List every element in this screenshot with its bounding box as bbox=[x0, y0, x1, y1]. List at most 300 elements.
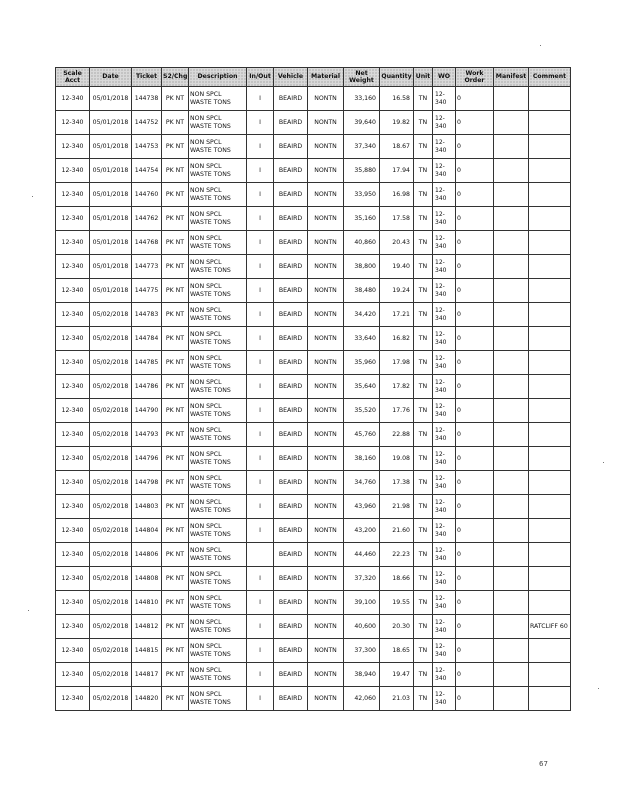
cell-scale-acct: 12-340 bbox=[56, 423, 90, 447]
cell-material: NONTN bbox=[308, 615, 344, 639]
cell-description: NON SPCL WASTE TONS bbox=[189, 279, 247, 303]
cell-quantity: 19.40 bbox=[380, 255, 414, 279]
cell-vehicle: BEAIRD bbox=[274, 231, 308, 255]
cell-net-weight: 40,860 bbox=[344, 231, 380, 255]
cell-description: NON SPCL WASTE TONS bbox=[189, 543, 247, 567]
cell-s2-chg: PK NT bbox=[162, 303, 189, 327]
table-row bbox=[56, 663, 571, 687]
cell-quantity: 22.88 bbox=[380, 423, 414, 447]
column-header-vehicle: Vehicle bbox=[274, 68, 308, 87]
cell-wo: 12-340 bbox=[433, 519, 456, 543]
cell-wo: 12-340 bbox=[433, 183, 456, 207]
cell-vehicle: BEAIRD bbox=[274, 87, 308, 111]
cell-vehicle: BEAIRD bbox=[274, 471, 308, 495]
table-row bbox=[56, 303, 571, 327]
table-row bbox=[56, 567, 571, 591]
cell-manifest bbox=[494, 543, 529, 567]
cell-work-order: 0 bbox=[456, 399, 494, 423]
cell-vehicle: BEAIRD bbox=[274, 567, 308, 591]
cell-in-out: I bbox=[247, 567, 274, 591]
cell-work-order: 0 bbox=[456, 207, 494, 231]
cell-unit: TN bbox=[414, 303, 433, 327]
cell-net-weight: 34,760 bbox=[344, 471, 380, 495]
table-row bbox=[56, 375, 571, 399]
cell-manifest bbox=[494, 447, 529, 471]
cell-manifest bbox=[494, 519, 529, 543]
cell-vehicle: BEAIRD bbox=[274, 303, 308, 327]
cell-in-out: I bbox=[247, 279, 274, 303]
cell-wo: 12-340 bbox=[433, 111, 456, 135]
cell-wo: 12-340 bbox=[433, 447, 456, 471]
cell-scale-acct: 12-340 bbox=[56, 159, 90, 183]
cell-scale-acct: 12-340 bbox=[56, 111, 90, 135]
cell-comment bbox=[529, 519, 571, 543]
cell-vehicle: BEAIRD bbox=[274, 519, 308, 543]
cell-material: NONTN bbox=[308, 519, 344, 543]
cell-in-out: I bbox=[247, 615, 274, 639]
cell-manifest bbox=[494, 399, 529, 423]
cell-net-weight: 43,200 bbox=[344, 519, 380, 543]
cell-in-out: I bbox=[247, 111, 274, 135]
cell-comment bbox=[529, 207, 571, 231]
cell-work-order: 0 bbox=[456, 375, 494, 399]
cell-material: NONTN bbox=[308, 495, 344, 519]
cell-quantity: 22.23 bbox=[380, 543, 414, 567]
cell-material: NONTN bbox=[308, 279, 344, 303]
cell-material: NONTN bbox=[308, 111, 344, 135]
cell-net-weight: 39,100 bbox=[344, 591, 380, 615]
cell-quantity: 19.55 bbox=[380, 591, 414, 615]
cell-manifest bbox=[494, 87, 529, 111]
cell-ticket: 144806 bbox=[132, 543, 162, 567]
cell-description: NON SPCL WASTE TONS bbox=[189, 351, 247, 375]
cell-s2-chg: PK NT bbox=[162, 423, 189, 447]
cell-scale-acct: 12-340 bbox=[56, 615, 90, 639]
cell-vehicle: BEAIRD bbox=[274, 495, 308, 519]
cell-work-order: 0 bbox=[456, 279, 494, 303]
cell-work-order: 0 bbox=[456, 303, 494, 327]
cell-in-out bbox=[247, 543, 274, 567]
cell-net-weight: 38,800 bbox=[344, 255, 380, 279]
cell-description: NON SPCL WASTE TONS bbox=[189, 303, 247, 327]
cell-s2-chg: PK NT bbox=[162, 375, 189, 399]
cell-description: NON SPCL WASTE TONS bbox=[189, 327, 247, 351]
cell-in-out: I bbox=[247, 135, 274, 159]
cell-scale-acct: 12-340 bbox=[56, 375, 90, 399]
cell-description: NON SPCL WASTE TONS bbox=[189, 615, 247, 639]
cell-s2-chg: PK NT bbox=[162, 159, 189, 183]
cell-quantity: 17.98 bbox=[380, 351, 414, 375]
cell-ticket: 144773 bbox=[132, 255, 162, 279]
column-header-s2-chg: S2/Chg bbox=[162, 68, 189, 87]
cell-vehicle: BEAIRD bbox=[274, 207, 308, 231]
cell-net-weight: 38,940 bbox=[344, 663, 380, 687]
cell-comment: RATCLIFF 60 bbox=[529, 615, 571, 639]
cell-wo: 12-340 bbox=[433, 495, 456, 519]
cell-unit: TN bbox=[414, 447, 433, 471]
column-header-manifest: Manifest bbox=[494, 68, 529, 87]
cell-material: NONTN bbox=[308, 687, 344, 711]
cell-comment bbox=[529, 87, 571, 111]
cell-description: NON SPCL WASTE TONS bbox=[189, 255, 247, 279]
cell-scale-acct: 12-340 bbox=[56, 351, 90, 375]
cell-date: 05/02/2018 bbox=[90, 615, 132, 639]
cell-in-out: I bbox=[247, 327, 274, 351]
cell-date: 05/01/2018 bbox=[90, 87, 132, 111]
cell-in-out: I bbox=[247, 159, 274, 183]
cell-vehicle: BEAIRD bbox=[274, 183, 308, 207]
table-row bbox=[56, 159, 571, 183]
column-header-ticket: Ticket bbox=[132, 68, 162, 87]
cell-work-order: 0 bbox=[456, 543, 494, 567]
cell-date: 05/02/2018 bbox=[90, 375, 132, 399]
cell-manifest bbox=[494, 231, 529, 255]
cell-wo: 12-340 bbox=[433, 255, 456, 279]
cell-in-out: I bbox=[247, 447, 274, 471]
cell-s2-chg: PK NT bbox=[162, 663, 189, 687]
cell-comment bbox=[529, 279, 571, 303]
cell-date: 05/01/2018 bbox=[90, 135, 132, 159]
cell-wo: 12-340 bbox=[433, 279, 456, 303]
cell-quantity: 18.65 bbox=[380, 639, 414, 663]
cell-comment bbox=[529, 495, 571, 519]
cell-material: NONTN bbox=[308, 471, 344, 495]
column-header-in-out: In/Out bbox=[247, 68, 274, 87]
cell-quantity: 19.82 bbox=[380, 111, 414, 135]
cell-scale-acct: 12-340 bbox=[56, 87, 90, 111]
cell-quantity: 16.98 bbox=[380, 183, 414, 207]
cell-quantity: 21.03 bbox=[380, 687, 414, 711]
cell-wo: 12-340 bbox=[433, 303, 456, 327]
table-row bbox=[56, 183, 571, 207]
cell-s2-chg: PK NT bbox=[162, 87, 189, 111]
cell-ticket: 144796 bbox=[132, 447, 162, 471]
cell-work-order: 0 bbox=[456, 519, 494, 543]
cell-in-out: I bbox=[247, 591, 274, 615]
cell-description: NON SPCL WASTE TONS bbox=[189, 687, 247, 711]
cell-ticket: 144798 bbox=[132, 471, 162, 495]
cell-net-weight: 42,060 bbox=[344, 687, 380, 711]
cell-in-out: I bbox=[247, 231, 274, 255]
cell-scale-acct: 12-340 bbox=[56, 327, 90, 351]
cell-scale-acct: 12-340 bbox=[56, 183, 90, 207]
cell-in-out: I bbox=[247, 663, 274, 687]
cell-ticket: 144784 bbox=[132, 327, 162, 351]
cell-net-weight: 37,340 bbox=[344, 135, 380, 159]
cell-date: 05/02/2018 bbox=[90, 591, 132, 615]
cell-wo: 12-340 bbox=[433, 159, 456, 183]
cell-date: 05/02/2018 bbox=[90, 567, 132, 591]
cell-s2-chg: PK NT bbox=[162, 471, 189, 495]
column-header-comment: Comment bbox=[529, 68, 571, 87]
cell-date: 05/01/2018 bbox=[90, 255, 132, 279]
cell-unit: TN bbox=[414, 591, 433, 615]
cell-quantity: 21.98 bbox=[380, 495, 414, 519]
cell-wo: 12-340 bbox=[433, 615, 456, 639]
cell-ticket: 144793 bbox=[132, 423, 162, 447]
cell-s2-chg: PK NT bbox=[162, 495, 189, 519]
cell-s2-chg: PK NT bbox=[162, 327, 189, 351]
cell-unit: TN bbox=[414, 615, 433, 639]
cell-in-out: I bbox=[247, 687, 274, 711]
cell-ticket: 144783 bbox=[132, 303, 162, 327]
cell-in-out: I bbox=[247, 375, 274, 399]
cell-in-out: I bbox=[247, 423, 274, 447]
cell-material: NONTN bbox=[308, 255, 344, 279]
table-row bbox=[56, 423, 571, 447]
cell-date: 05/02/2018 bbox=[90, 543, 132, 567]
cell-description: NON SPCL WASTE TONS bbox=[189, 663, 247, 687]
cell-description: NON SPCL WASTE TONS bbox=[189, 183, 247, 207]
cell-vehicle: BEAIRD bbox=[274, 255, 308, 279]
cell-description: NON SPCL WASTE TONS bbox=[189, 87, 247, 111]
cell-work-order: 0 bbox=[456, 495, 494, 519]
cell-vehicle: BEAIRD bbox=[274, 639, 308, 663]
cell-work-order: 0 bbox=[456, 687, 494, 711]
cell-vehicle: BEAIRD bbox=[274, 615, 308, 639]
cell-unit: TN bbox=[414, 159, 433, 183]
cell-description: NON SPCL WASTE TONS bbox=[189, 495, 247, 519]
cell-vehicle: BEAIRD bbox=[274, 543, 308, 567]
cell-quantity: 20.43 bbox=[380, 231, 414, 255]
table-row bbox=[56, 687, 571, 711]
cell-net-weight: 45,760 bbox=[344, 423, 380, 447]
cell-net-weight: 34,420 bbox=[344, 303, 380, 327]
cell-unit: TN bbox=[414, 399, 433, 423]
cell-material: NONTN bbox=[308, 231, 344, 255]
cell-wo: 12-340 bbox=[433, 87, 456, 111]
cell-s2-chg: PK NT bbox=[162, 255, 189, 279]
cell-unit: TN bbox=[414, 279, 433, 303]
cell-material: NONTN bbox=[308, 351, 344, 375]
cell-manifest bbox=[494, 663, 529, 687]
cell-comment bbox=[529, 687, 571, 711]
cell-date: 05/02/2018 bbox=[90, 519, 132, 543]
cell-comment bbox=[529, 447, 571, 471]
cell-quantity: 18.67 bbox=[380, 135, 414, 159]
cell-date: 05/02/2018 bbox=[90, 471, 132, 495]
cell-ticket: 144785 bbox=[132, 351, 162, 375]
cell-wo: 12-340 bbox=[433, 591, 456, 615]
cell-comment bbox=[529, 183, 571, 207]
cell-s2-chg: PK NT bbox=[162, 207, 189, 231]
column-header-scale-acct: Scale Acct bbox=[56, 68, 90, 87]
cell-material: NONTN bbox=[308, 399, 344, 423]
cell-s2-chg: PK NT bbox=[162, 183, 189, 207]
table-row bbox=[56, 279, 571, 303]
cell-work-order: 0 bbox=[456, 231, 494, 255]
cell-net-weight: 35,960 bbox=[344, 351, 380, 375]
table-row bbox=[56, 231, 571, 255]
cell-manifest bbox=[494, 615, 529, 639]
cell-vehicle: BEAIRD bbox=[274, 327, 308, 351]
cell-unit: TN bbox=[414, 111, 433, 135]
cell-vehicle: BEAIRD bbox=[274, 351, 308, 375]
cell-s2-chg: PK NT bbox=[162, 351, 189, 375]
cell-vehicle: BEAIRD bbox=[274, 279, 308, 303]
table-row bbox=[56, 327, 571, 351]
cell-unit: TN bbox=[414, 687, 433, 711]
cell-ticket: 144738 bbox=[132, 87, 162, 111]
cell-manifest bbox=[494, 135, 529, 159]
cell-material: NONTN bbox=[308, 183, 344, 207]
cell-wo: 12-340 bbox=[433, 687, 456, 711]
cell-in-out: I bbox=[247, 207, 274, 231]
cell-manifest bbox=[494, 471, 529, 495]
cell-comment bbox=[529, 111, 571, 135]
cell-s2-chg: PK NT bbox=[162, 687, 189, 711]
cell-wo: 12-340 bbox=[433, 399, 456, 423]
cell-quantity: 17.76 bbox=[380, 399, 414, 423]
cell-comment bbox=[529, 567, 571, 591]
column-header-date: Date bbox=[90, 68, 132, 87]
cell-s2-chg: PK NT bbox=[162, 447, 189, 471]
cell-material: NONTN bbox=[308, 135, 344, 159]
cell-s2-chg: PK NT bbox=[162, 279, 189, 303]
cell-s2-chg: PK NT bbox=[162, 639, 189, 663]
cell-manifest bbox=[494, 327, 529, 351]
cell-description: NON SPCL WASTE TONS bbox=[189, 135, 247, 159]
cell-scale-acct: 12-340 bbox=[56, 399, 90, 423]
cell-unit: TN bbox=[414, 135, 433, 159]
page-number: 67 bbox=[539, 760, 548, 768]
cell-description: NON SPCL WASTE TONS bbox=[189, 639, 247, 663]
cell-unit: TN bbox=[414, 543, 433, 567]
cell-net-weight: 35,880 bbox=[344, 159, 380, 183]
cell-scale-acct: 12-340 bbox=[56, 135, 90, 159]
cell-unit: TN bbox=[414, 375, 433, 399]
cell-wo: 12-340 bbox=[433, 543, 456, 567]
cell-comment bbox=[529, 423, 571, 447]
cell-unit: TN bbox=[414, 327, 433, 351]
cell-unit: TN bbox=[414, 351, 433, 375]
cell-net-weight: 35,160 bbox=[344, 207, 380, 231]
cell-unit: TN bbox=[414, 87, 433, 111]
cell-work-order: 0 bbox=[456, 87, 494, 111]
cell-ticket: 144760 bbox=[132, 183, 162, 207]
cell-in-out: I bbox=[247, 519, 274, 543]
cell-date: 05/01/2018 bbox=[90, 159, 132, 183]
cell-s2-chg: PK NT bbox=[162, 591, 189, 615]
cell-date: 05/01/2018 bbox=[90, 231, 132, 255]
cell-unit: TN bbox=[414, 639, 433, 663]
cell-work-order: 0 bbox=[456, 183, 494, 207]
cell-description: NON SPCL WASTE TONS bbox=[189, 567, 247, 591]
table-row bbox=[56, 399, 571, 423]
cell-comment bbox=[529, 663, 571, 687]
cell-work-order: 0 bbox=[456, 615, 494, 639]
cell-manifest bbox=[494, 639, 529, 663]
cell-comment bbox=[529, 375, 571, 399]
cell-ticket: 144753 bbox=[132, 135, 162, 159]
cell-manifest bbox=[494, 423, 529, 447]
cell-material: NONTN bbox=[308, 159, 344, 183]
cell-date: 05/01/2018 bbox=[90, 111, 132, 135]
cell-vehicle: BEAIRD bbox=[274, 663, 308, 687]
cell-quantity: 16.82 bbox=[380, 327, 414, 351]
cell-scale-acct: 12-340 bbox=[56, 231, 90, 255]
cell-description: NON SPCL WASTE TONS bbox=[189, 375, 247, 399]
cell-ticket: 144786 bbox=[132, 375, 162, 399]
cell-wo: 12-340 bbox=[433, 231, 456, 255]
cell-scale-acct: 12-340 bbox=[56, 495, 90, 519]
cell-quantity: 19.24 bbox=[380, 279, 414, 303]
cell-in-out: I bbox=[247, 255, 274, 279]
cell-vehicle: BEAIRD bbox=[274, 111, 308, 135]
cell-material: NONTN bbox=[308, 87, 344, 111]
cell-manifest bbox=[494, 183, 529, 207]
cell-vehicle: BEAIRD bbox=[274, 375, 308, 399]
cell-scale-acct: 12-340 bbox=[56, 567, 90, 591]
cell-in-out: I bbox=[247, 87, 274, 111]
cell-description: NON SPCL WASTE TONS bbox=[189, 231, 247, 255]
cell-net-weight: 43,960 bbox=[344, 495, 380, 519]
cell-scale-acct: 12-340 bbox=[56, 255, 90, 279]
cell-work-order: 0 bbox=[456, 663, 494, 687]
cell-wo: 12-340 bbox=[433, 375, 456, 399]
cell-work-order: 0 bbox=[456, 591, 494, 615]
cell-work-order: 0 bbox=[456, 639, 494, 663]
cell-s2-chg: PK NT bbox=[162, 135, 189, 159]
cell-ticket: 144752 bbox=[132, 111, 162, 135]
cell-manifest bbox=[494, 207, 529, 231]
column-header-unit: Unit bbox=[414, 68, 433, 87]
table-row bbox=[56, 351, 571, 375]
cell-unit: TN bbox=[414, 495, 433, 519]
cell-comment bbox=[529, 543, 571, 567]
cell-comment bbox=[529, 255, 571, 279]
cell-work-order: 0 bbox=[456, 159, 494, 183]
cell-date: 05/02/2018 bbox=[90, 663, 132, 687]
cell-material: NONTN bbox=[308, 447, 344, 471]
cell-net-weight: 40,600 bbox=[344, 615, 380, 639]
cell-quantity: 17.38 bbox=[380, 471, 414, 495]
cell-date: 05/01/2018 bbox=[90, 207, 132, 231]
cell-unit: TN bbox=[414, 567, 433, 591]
cell-description: NON SPCL WASTE TONS bbox=[189, 159, 247, 183]
cell-in-out: I bbox=[247, 471, 274, 495]
cell-quantity: 19.47 bbox=[380, 663, 414, 687]
cell-description: NON SPCL WASTE TONS bbox=[189, 423, 247, 447]
cell-manifest bbox=[494, 279, 529, 303]
table-row bbox=[56, 495, 571, 519]
ticket-table-sheet bbox=[55, 67, 570, 711]
cell-vehicle: BEAIRD bbox=[274, 423, 308, 447]
cell-s2-chg: PK NT bbox=[162, 399, 189, 423]
cell-comment bbox=[529, 135, 571, 159]
cell-comment bbox=[529, 399, 571, 423]
cell-ticket: 144817 bbox=[132, 663, 162, 687]
cell-manifest bbox=[494, 303, 529, 327]
cell-work-order: 0 bbox=[456, 471, 494, 495]
cell-wo: 12-340 bbox=[433, 423, 456, 447]
cell-manifest bbox=[494, 591, 529, 615]
cell-net-weight: 37,320 bbox=[344, 567, 380, 591]
cell-material: NONTN bbox=[308, 303, 344, 327]
cell-work-order: 0 bbox=[456, 135, 494, 159]
column-header-description: Description bbox=[189, 68, 247, 87]
table-body bbox=[56, 87, 571, 711]
cell-net-weight: 33,950 bbox=[344, 183, 380, 207]
cell-description: NON SPCL WASTE TONS bbox=[189, 447, 247, 471]
table-row bbox=[56, 207, 571, 231]
cell-in-out: I bbox=[247, 303, 274, 327]
table-row bbox=[56, 135, 571, 159]
cell-ticket: 144790 bbox=[132, 399, 162, 423]
cell-quantity: 21.60 bbox=[380, 519, 414, 543]
cell-scale-acct: 12-340 bbox=[56, 279, 90, 303]
cell-material: NONTN bbox=[308, 543, 344, 567]
